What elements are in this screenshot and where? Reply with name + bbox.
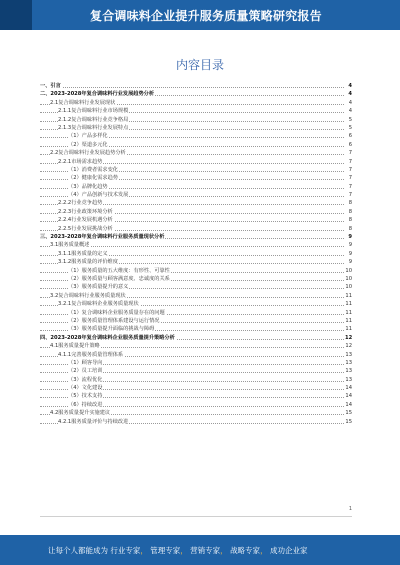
- toc-entry[interactable]: [40, 342, 352, 350]
- toc-entry-page: 8: [345, 216, 352, 224]
- footer-role: 战略专家: [230, 546, 261, 555]
- page-number: 1: [348, 506, 352, 512]
- toc-entry[interactable]: [40, 124, 352, 132]
- toc-entry-title: 3.1.2服务质量的评价维度: [58, 259, 118, 266]
- toc-entry-page: 13: [345, 376, 352, 383]
- toc-entry-title: 2.1.2复合调味料行业竞争格局: [58, 116, 129, 123]
- toc-entry[interactable]: [40, 166, 352, 174]
- toc-entry-title: （5）技术支持: [68, 393, 103, 400]
- toc-entry-page: 7: [345, 149, 352, 157]
- toc-entry-page: 11: [345, 326, 352, 333]
- toc-entry[interactable]: [40, 183, 352, 191]
- footer-separator: ，: [220, 546, 228, 555]
- toc-entry[interactable]: [40, 384, 352, 392]
- toc-entry-page: 4: [345, 99, 352, 107]
- footer-role: 管理专家: [150, 546, 181, 555]
- toc-entry[interactable]: [40, 309, 352, 317]
- toc-entry[interactable]: [40, 283, 352, 291]
- toc-entry-page: 12: [345, 343, 352, 350]
- toc-entry-title: （4）产品创新与技术发展: [68, 192, 129, 199]
- toc-entry[interactable]: [40, 376, 352, 384]
- footer-role: 成功企业家: [269, 546, 308, 555]
- toc-title: 内容目录: [175, 58, 224, 72]
- toc-entry-title: （1）服务质量的五大维度：有形性、可靠性: [68, 267, 170, 274]
- toc-entry-page: 11: [345, 301, 352, 308]
- toc-entry-title: 2.1复合调味料行业发展现状: [50, 99, 116, 106]
- toc-entry-page: 7: [345, 183, 352, 191]
- toc-entry[interactable]: [40, 292, 352, 300]
- toc-entry-page: 4: [345, 82, 352, 90]
- toc-entry-page: 15: [345, 418, 352, 425]
- toc-entry-page: 11: [345, 309, 352, 316]
- toc-entry-page: 8: [345, 225, 352, 233]
- toc-entry-page: 14: [345, 401, 352, 408]
- toc-entry[interactable]: [40, 317, 352, 325]
- toc-entry[interactable]: [40, 116, 352, 124]
- toc-entry-page: 15: [345, 410, 352, 417]
- toc-entry[interactable]: [40, 82, 352, 90]
- toc-entry-title: 一、引言: [40, 83, 61, 89]
- toc-entry-page: 9: [345, 258, 352, 266]
- footer-lead: 让每个人都能成为: [48, 546, 108, 555]
- toc-entry-title: （1）消费者需求变化: [68, 166, 118, 173]
- toc-entry-title: （3）服务质量提升面临的挑战与障碍: [68, 326, 155, 333]
- toc-entry-title: 3.1.1服务质量的定义: [58, 250, 108, 257]
- toc-entry-page: 13: [345, 368, 352, 375]
- toc-entry-page: 8: [345, 199, 352, 207]
- toc-entry[interactable]: [40, 90, 352, 98]
- toc-entry-title: （6）持续改进: [68, 401, 103, 408]
- footer-slogan: [48, 545, 388, 556]
- toc-entry-title: 4.1服务质量提升策略: [50, 343, 100, 350]
- toc-entry-page: 7: [345, 158, 352, 166]
- toc-entry-title: （3）品牌化趋势: [68, 183, 108, 190]
- toc-entry-title: 三、2023-2028年复合调味料行业服务质量现状分析: [40, 234, 165, 241]
- bottom-divider: [40, 516, 352, 517]
- toc-entry-page: 11: [345, 292, 352, 299]
- toc-entry[interactable]: [40, 107, 352, 115]
- toc-entry-title: 2.2.2行业竞争趋势: [58, 200, 103, 207]
- toc-entry-page: 13: [345, 359, 352, 366]
- toc-entry-page: 5: [345, 116, 352, 124]
- toc-entry-title: （3）流程优化: [68, 376, 103, 383]
- toc-entry-page: 11: [345, 317, 352, 324]
- toc-entry-title: 2.2复合调味料行业发展趋势分析: [50, 150, 126, 157]
- toc-entry-title: 2.2.1市场需求趋势: [58, 158, 103, 165]
- report-title: 复合调味料企业提升服务质量策略研究报告: [90, 9, 322, 23]
- toc-entry-page: 10: [345, 267, 352, 274]
- toc-entry-title: 2.1.1复合调味料行业市场规模: [58, 108, 129, 115]
- toc-entry-title: 4.2.1服务质量评价与持续改进: [58, 418, 129, 425]
- toc-entry-page: 8: [345, 208, 352, 216]
- toc-entry-title: （3）服务质量提升的意义: [68, 284, 129, 291]
- toc-entry[interactable]: [40, 149, 352, 157]
- toc-entry[interactable]: [40, 325, 352, 333]
- footer-roles: [110, 546, 307, 555]
- toc-entry[interactable]: [40, 409, 352, 417]
- toc-entry-title: 二、2023-2028年复合调味料行业发展趋势分析: [40, 91, 155, 98]
- toc-entry[interactable]: [40, 241, 352, 249]
- toc-entry[interactable]: [40, 418, 352, 426]
- toc-entry[interactable]: [40, 233, 352, 241]
- toc-entry-title: 4.1.1完善服务质量管理体系: [58, 351, 124, 358]
- toc-entry[interactable]: [40, 367, 352, 375]
- toc-entry-page: 9: [345, 250, 352, 258]
- footer-role: 营销专家: [190, 546, 221, 555]
- footer-separator: ，: [140, 546, 148, 555]
- toc-entry[interactable]: [40, 258, 352, 266]
- toc-entry-page: 6: [345, 141, 352, 149]
- toc-entry-title: 2.1.3复合调味料行业发展特点: [58, 124, 129, 131]
- toc-entry-title: 2.2.5行业发展挑战分析: [58, 225, 113, 232]
- toc-entry-title: （1）复合调味料企业服务质量存在的问题: [68, 309, 165, 316]
- toc-entry-page: 10: [345, 284, 352, 291]
- toc-entry-page: 4: [345, 107, 352, 115]
- toc-entry[interactable]: [40, 267, 352, 275]
- toc-entry-title: （4）文化建设: [68, 385, 103, 392]
- toc-entry-page: 7: [345, 174, 352, 182]
- toc-leader-dots: [40, 87, 344, 88]
- toc-entry-page: 9: [345, 233, 352, 241]
- toc-entry[interactable]: [40, 199, 352, 207]
- toc-entry-page: 12: [345, 334, 352, 341]
- toc-entry[interactable]: [40, 250, 352, 258]
- toc-entry-page: 13: [345, 351, 352, 358]
- toc-entry-page: 4: [345, 90, 352, 98]
- toc-entry[interactable]: [40, 191, 352, 199]
- toc-entry-title: 3.2复合调味料行业服务质量现状: [50, 292, 126, 299]
- toc-entry-page: 10: [345, 275, 352, 282]
- toc-entry[interactable]: [40, 334, 352, 342]
- toc-entry-title: 3.1服务质量概述: [50, 242, 90, 249]
- toc-entry[interactable]: [40, 132, 352, 140]
- toc-entry-title: 四、2023-2028年复合调味料企业服务质量提升策略分析: [40, 334, 175, 341]
- toc-entry-title: （2）健康化需求趋势: [68, 175, 118, 182]
- toc-entry[interactable]: [40, 351, 352, 359]
- toc-entry[interactable]: [40, 401, 352, 409]
- toc-entry[interactable]: [40, 158, 352, 166]
- toc-entry-page: 7: [345, 191, 352, 199]
- footer-separator: ，: [180, 546, 188, 555]
- toc-entry-title: 2.2.3行业政策环境分析: [58, 208, 113, 215]
- toc-entry[interactable]: [40, 275, 352, 283]
- table-of-contents: [40, 82, 352, 426]
- toc-entry-title: （2）渠道多元化: [68, 141, 108, 148]
- toc-entry-title: （2）服务质量与顾客满意度、忠诚度的关系: [68, 275, 170, 282]
- toc-entry[interactable]: [40, 225, 352, 233]
- toc-entry-title: （2）服务质量管理体系建设与运行情况: [68, 317, 160, 324]
- toc-entry-title: （1）产品多样化: [68, 133, 108, 140]
- toc-entry-page: 7: [345, 166, 352, 174]
- toc-entry[interactable]: [40, 141, 352, 149]
- toc-entry[interactable]: [40, 216, 352, 224]
- toc-entry-page: 5: [345, 124, 352, 132]
- header-accent-block: [0, 0, 32, 30]
- toc-entry-title: 4.2服务质量提升实施建议: [50, 410, 111, 417]
- toc-entry-page: 9: [345, 241, 352, 249]
- toc-entry-title: （2）员工培训: [68, 368, 103, 375]
- footer-separator: ，: [260, 546, 268, 555]
- footer-role: 行业专家: [110, 546, 141, 555]
- toc-entry[interactable]: [40, 300, 352, 308]
- page-footer: [0, 535, 400, 565]
- toc-entry-title: 2.2.4行业发展机遇分析: [58, 217, 113, 224]
- toc-entry[interactable]: [40, 174, 352, 182]
- toc-entry[interactable]: [40, 208, 352, 216]
- toc-entry-page: 14: [345, 385, 352, 392]
- toc-entry[interactable]: [40, 392, 352, 400]
- toc-entry-title: 3.2.1复合调味料企业服务质量现状: [58, 301, 139, 308]
- toc-entry-page: 14: [345, 393, 352, 400]
- toc-entry[interactable]: [40, 359, 352, 367]
- toc-entry-page: 6: [345, 132, 352, 140]
- toc-entry[interactable]: [40, 99, 352, 107]
- page-header: [0, 0, 400, 30]
- toc-entry-title: （1）顾客导向: [68, 359, 103, 366]
